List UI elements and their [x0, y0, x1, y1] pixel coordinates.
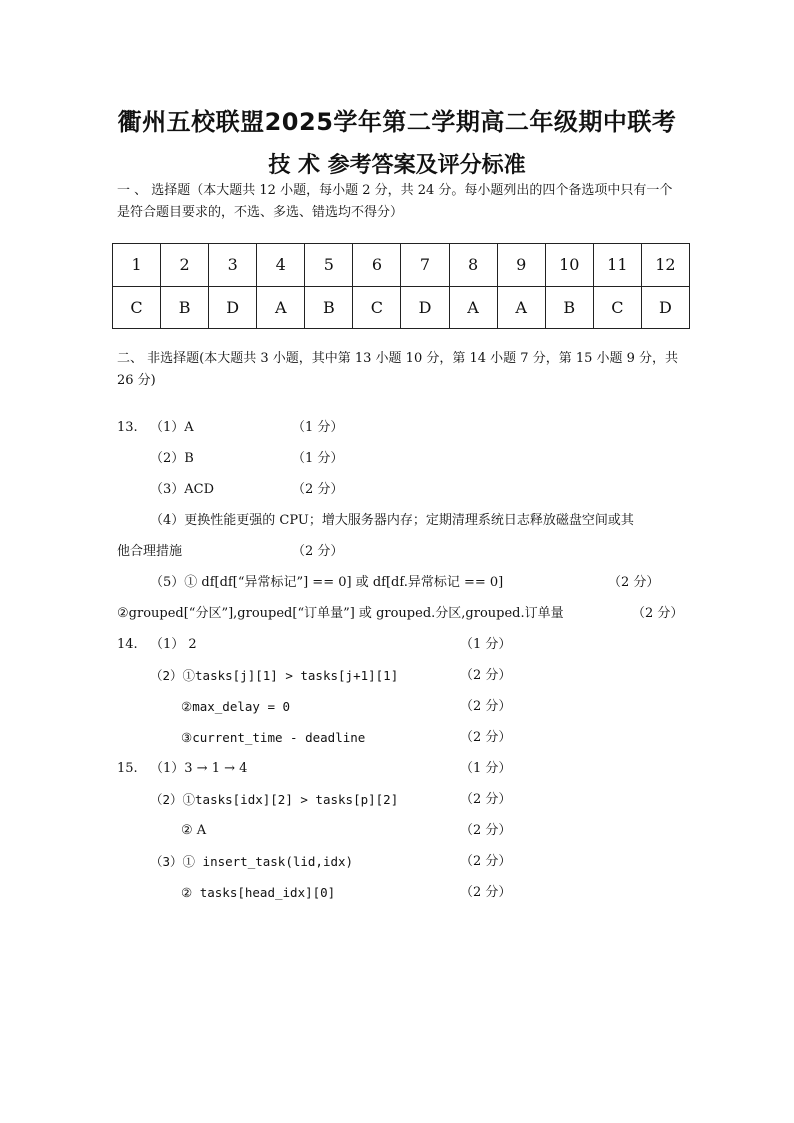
- question-number: 6: [353, 244, 401, 287]
- question-number: 4: [257, 244, 305, 287]
- answer-cell: D: [209, 286, 257, 329]
- q15-part3-a-score: （2 分）: [460, 854, 512, 869]
- answer-cell: D: [401, 286, 449, 329]
- answer-cell: B: [545, 286, 593, 329]
- q14-part1: （1） 2: [150, 637, 197, 652]
- q15-part2-a-score: （2 分）: [460, 792, 512, 807]
- section2-intro: 二、 非选择题(本大题共 3 小题，其中第 13 小题 10 分，第 14 小题 7 分，第 15 小题 9 分，共 26 分): [117, 351, 679, 388]
- q14-part2-b-score: （2 分）: [460, 699, 512, 714]
- question-number-row: [113, 244, 690, 287]
- q15-part3-b: ② tasks[head_idx][0]: [181, 885, 336, 900]
- question-number: 1: [113, 244, 161, 287]
- q13-part5-a-score: （2 分）: [608, 575, 660, 590]
- q15-part1: （1）3 → 1 → 4: [150, 761, 248, 776]
- question-number: 3: [209, 244, 257, 287]
- q15-part2-b: ② A: [181, 823, 207, 838]
- q13-part1-score: （1 分）: [292, 420, 344, 435]
- page-subtitle: 技 术 参考答案及评分标准: [268, 153, 526, 178]
- question-number: 12: [641, 244, 689, 287]
- q13-part5-b: ②grouped[“分区”],grouped[“订单量”] 或 grouped.分区,grouped.订单量: [117, 606, 564, 621]
- question-number: 11: [593, 244, 641, 287]
- q15-part2-b-score: （2 分）: [460, 823, 512, 838]
- q13-part3-score: （2 分）: [292, 482, 344, 497]
- q13-part3: （3）ACD: [150, 482, 215, 497]
- q14-part2-c: ③current_time - deadline: [181, 730, 366, 745]
- question-number: 2: [161, 244, 209, 287]
- q14-part2-a: （2）①tasks[j][1] > tasks[j+1][1]: [150, 668, 399, 683]
- q14-part1-score: （1 分）: [460, 637, 512, 652]
- q13-part4-score: （2 分）: [292, 544, 344, 559]
- q15-part1-score: （1 分）: [460, 761, 512, 776]
- q15-label: 15.: [117, 761, 138, 776]
- answer-cell: C: [593, 286, 641, 329]
- q14-part2-b: ②max_delay = 0: [181, 699, 291, 714]
- q13-part4-line1: （4）更换性能更强的 CPU；增大服务器内存；定期清理系统日志释放磁盘空间或其: [150, 513, 634, 528]
- q14-label: 14.: [117, 637, 138, 652]
- answer-cell: A: [257, 286, 305, 329]
- q15-part3-a: （3）① insert_task(lid,idx): [150, 854, 354, 869]
- q13-part1: （1）A: [150, 420, 194, 435]
- question-number: 5: [305, 244, 353, 287]
- q14-part2-c-score: （2 分）: [460, 730, 512, 745]
- q13-label: 13.: [117, 420, 138, 435]
- q14-part2-a-score: （2 分）: [460, 668, 512, 683]
- page-title: 衢州五校联盟2025学年第二学期高二年级期中联考: [117, 108, 677, 136]
- question-number: 8: [449, 244, 497, 287]
- question-number: 9: [497, 244, 545, 287]
- q13-part5-b-score: （2 分）: [632, 606, 684, 621]
- answer-cell: A: [497, 286, 545, 329]
- q13-part2: （2）B: [150, 451, 194, 466]
- section1-intro: 一 、 选择题（本大题共 12 小题，每小题 2 分，共 24 分。每小题列出的四个备选项中只有一个是符合题目要求的，不选、多选、错选均不得分）: [117, 183, 673, 220]
- answer-cell: D: [641, 286, 689, 329]
- answer-table: [112, 243, 690, 329]
- answer-cell: B: [305, 286, 353, 329]
- q13-part5-a: （5）① df[df[“异常标记”] == 0] 或 df[df.异常标记 == 0]: [150, 575, 504, 590]
- answer-cell: C: [113, 286, 161, 329]
- question-number: 10: [545, 244, 593, 287]
- answer-cell: C: [353, 286, 401, 329]
- answer-cell: A: [449, 286, 497, 329]
- q15-part2-a: （2）①tasks[idx][2] > tasks[p][2]: [150, 792, 399, 807]
- answer-row: [113, 286, 690, 329]
- q13-part2-score: （1 分）: [292, 451, 344, 466]
- question-number: 7: [401, 244, 449, 287]
- answer-cell: B: [161, 286, 209, 329]
- q13-part4-line2: 他合理措施: [117, 544, 183, 559]
- q15-part3-b-score: （2 分）: [460, 885, 512, 900]
